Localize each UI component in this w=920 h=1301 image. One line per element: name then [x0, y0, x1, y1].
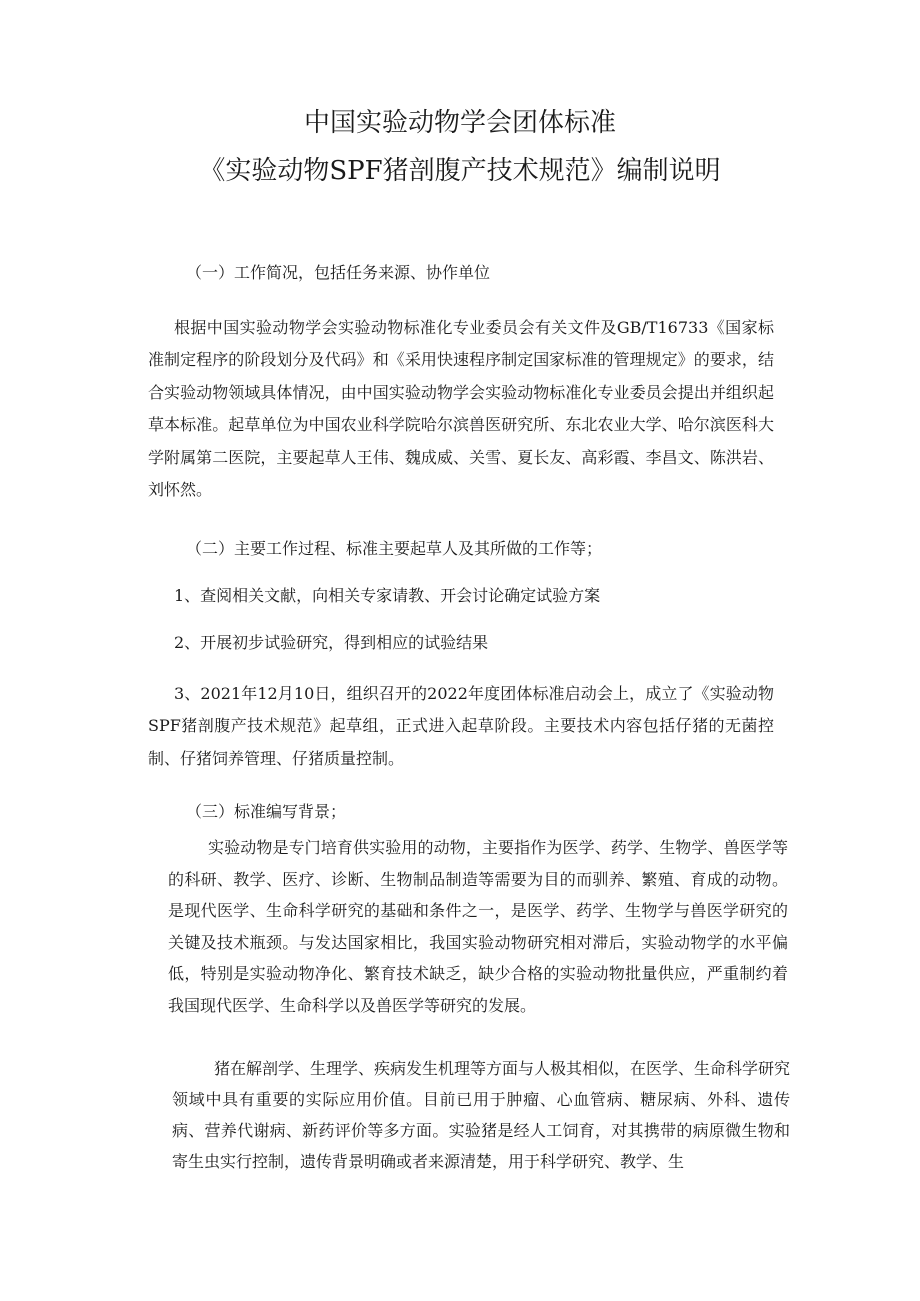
section-3-paragraph-2: 猪在解剖学、生理学、疾病发生机理等方面与人极其相似，在医学、生命科学研究领域中具有重要的实际应用价值。目前已用于肿瘤、心血管病、糖尿病、外科、遗传病、营养代谢病、新药评价等多方面。实验猪是经人工饲育，对其携带的病原微生物和寄生虫实行控制，遗传背景明确或者来源清楚，用于科学研究、教学、生 — [172, 1059, 791, 1171]
section-2-heading: （二）主要工作过程、标准主要起草人及其所做的工作等； — [186, 539, 603, 558]
section-2-item-1: 1、查阅相关文献，向相关专家请教、开会讨论确定试验方案 — [174, 586, 601, 605]
section-1-heading: （一）工作简况，包括任务来源、协作单位 — [186, 263, 491, 282]
section-2-item-2: 2、开展初步试验研究，得到相应的试验结果 — [174, 633, 489, 652]
section-2-item-3: 3、2021年12月10日，组织召开的2022年度团体标准启动会上，成立了《实验动物SPF猪剖腹产技术规范》起草组，正式进入起草阶段。主要技术内容包括仔猪的无菌控制、仔猪饲养管理、仔猪质量控制。 — [148, 684, 774, 768]
section-3-heading: （三）标准编写背景； — [186, 802, 347, 821]
section-3-paragraph-1: 实验动物是专门培育供实验用的动物，主要指作为医学、药学、生物学、兽医学等的科研、教学、医疗、诊断、生物制品制造等需要为目的而驯养、繁殖、育成的动物。是现代医学、生命科学研究的基础和条件之一，是医学、药学、生物学与兽医学研究的关键及技术瓶颈。与发达国家相比，我国实验动物研究相对滞后，实验动物学的水平偏低，特别是实验动物净化、繁育技术缺乏，缺少合格的实验动物批量供应，严重制约着我国现代医学、生命科学以及兽医学等研究的发展。 — [168, 838, 788, 1015]
document-title-line-1: 中国实验动物学会团体标准 — [303, 108, 616, 138]
section-1-paragraph: 根据中国实验动物学会实验动物标准化专业委员会有关文件及GB/T16733《国家标准制定程序的阶段划分及代码》和《采用快速程序制定国家标准的管理规定》的要求，结合实验动物领域具体情况，由中国实验动物学会实验动物标准化专业委员会提出并组织起草本标准。起草单位为中国农业科学院哈尔滨兽医研究所、东北农业大学、哈尔滨医科大学附属第二医院，主要起草人王伟、魏成威、关雪、夏长友、高彩霞、李昌文、陈洪岩、刘怀然。 — [148, 318, 774, 500]
document-title-line-2: 《实验动物SPF猪剖腹产技术规范》编制说明 — [199, 156, 721, 186]
